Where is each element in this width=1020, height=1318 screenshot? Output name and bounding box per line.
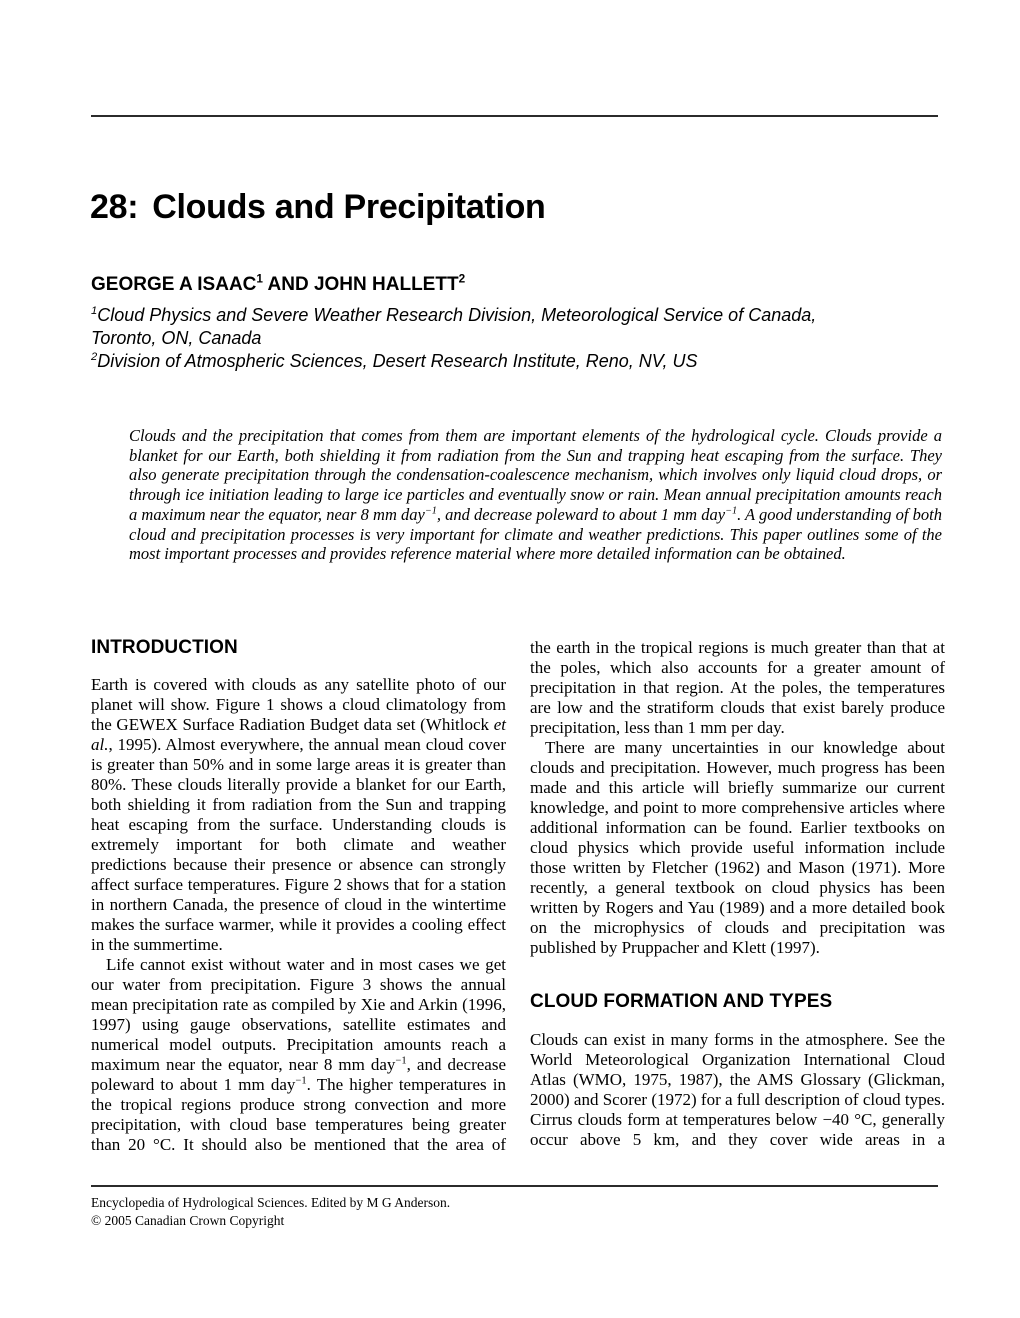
text-segment: GEORGE A ISAAC — [91, 274, 257, 295]
page-title — [90, 188, 546, 227]
footer — [91, 1194, 450, 1229]
footer-line-edition: Encyclopedia of Hydrological Sciences. Edited by M G Anderson. — [91, 1195, 451, 1210]
body-paragraph — [530, 638, 945, 738]
text-segment: Life cannot exist without water and in most cases we get our water from precipitation. Figure 3 shows the annual mean precipitation rate as compiled by Xie and Arkin (1996, 1997) using gauge observations, satellite estimates and numerical model outputs. Precipitation amounts reach a maximum near the equator, near 8 mm day — [91, 955, 506, 1074]
text-segment: . The higher temperatures in the tropical regions produce strong convection and more precipitation, with cloud base temperatures being greater than 20 °C. It should also be mentioned that the area of — [91, 1075, 506, 1154]
text-segment: . A good understanding of both cloud and precipitation processes is very important for climate and weather predictions. This paper outlines some of the most important processes and provides reference material where more detailed information can be obtained. — [129, 504, 942, 564]
body-paragraph — [530, 1030, 945, 1150]
superscript: 2 — [458, 272, 466, 286]
section-heading: INTRODUCTION — [91, 637, 238, 658]
text-segment: et al. — [91, 715, 506, 754]
authors-line — [91, 274, 465, 296]
footer-line-copyright: © 2005 Canadian Crown Copyright — [91, 1212, 285, 1228]
affiliation-line — [91, 350, 816, 373]
text-segment: Clouds can exist in many forms in the atmosphere. See the World Meteorological Organization International Cloud Atlas (WMO, 1975, 1987), the AMS Glossary (Glickman, 2000) and Scorer (1972) for a full description of cloud types. Cirrus clouds form at temperatures below −40 °C, generally occur above 5 km, and they cover wide areas in a — [530, 1030, 945, 1149]
abstract-text — [129, 426, 942, 564]
column-left — [91, 638, 506, 1155]
superscript: 2 — [91, 351, 98, 363]
body-paragraph — [91, 675, 506, 955]
superscript: −1 — [424, 505, 437, 517]
affiliation-text: Division of Atmospheric Sciences, Desert Research Institute, Reno, NV, US — [97, 351, 698, 371]
superscript: −1 — [725, 505, 738, 517]
affiliation-line — [91, 327, 816, 350]
header-rule — [91, 115, 938, 117]
affiliations — [91, 304, 816, 373]
text-segment: , 1995). Almost everywhere, the annual mean cloud cover is greater than 50% and in some large areas it is greater than 80%. These clouds literally provide a blanket for our Earth, both shielding it from radiation from the Sun and trapping heat escaping from the surface. Understanding clouds is extremely important for both climate and weather predictions because their presence or absence can strongly affect surface temperatures. Figure 2 shows that for a station in northern Canada, the presence of cloud in the wintertime makes the surface warmer, while it provides a cooling effect in the summertime. — [91, 735, 506, 954]
affiliation-line — [91, 304, 816, 327]
text-segment: Earth is covered with clouds as any satellite photo of our planet will show. Figure 1 shows a cloud climatology from the GEWEX Surface Radiation Budget data set (Whitlock — [91, 675, 506, 734]
section-heading: CLOUD FORMATION AND TYPES — [530, 991, 833, 1012]
text-segment: , and decrease poleward to about 1 mm day — [436, 504, 726, 524]
text-segment: the earth in the tropical regions is much greater than that at the poles, which also accounts for a greater amount of precipitation in that region. At the poles, the temperatures are low and the stratiform clouds that exist barely produce precipitation, less than 1 mm per day. — [530, 638, 945, 737]
superscript: 1 — [256, 272, 263, 286]
affiliation-text: Toronto, ON, Canada — [91, 328, 262, 348]
superscript: −1 — [295, 1075, 307, 1087]
affiliation-text: Cloud Physics and Severe Weather Research Division, Meteorological Service of Canada, — [97, 305, 817, 325]
superscript: 1 — [91, 305, 98, 317]
text-segment: There are many uncertainties in our knowledge about clouds and precipitation. However, much progress has been made and this article will briefly summarize our current knowledge, and point to more comprehensive articles where additional information can be found. Earlier textbooks on cloud physics which provide useful information include those written by Fletcher (1962) and Mason (1971). More recently, a general textbook on cloud physics has been written by Rogers and Yau (1989) and a more detailed book on the microphysics of clouds and precipitation was published by Pruppacher and Klett (1997). — [530, 738, 945, 957]
column-right — [530, 638, 945, 1150]
body-paragraph — [530, 738, 945, 958]
chapter-number: 28: — [90, 188, 139, 226]
footer-rule — [91, 1185, 938, 1187]
text-segment: AND JOHN HALLETT — [262, 274, 459, 295]
body-paragraph — [91, 955, 506, 1155]
text-segment: , and decrease poleward to about 1 mm day — [91, 1055, 506, 1094]
chapter-title: Clouds and Precipitation — [152, 188, 546, 226]
text-segment: Clouds and the precipitation that comes from them are important elements of the hydrological cycle. Clouds provide a blanket for our Earth, both shielding it from radiation from the Sun and trapping heat escaping from the surface. They also generate precipitation through the condensation-coalescence mechanism, which involves only liquid cloud drops, or through ice initiation leading to large ice particles and eventually snow or rain. Mean annual precipitation amounts reach a maximum near the equator, near 8 mm day — [129, 426, 942, 524]
superscript: −1 — [395, 1055, 407, 1067]
